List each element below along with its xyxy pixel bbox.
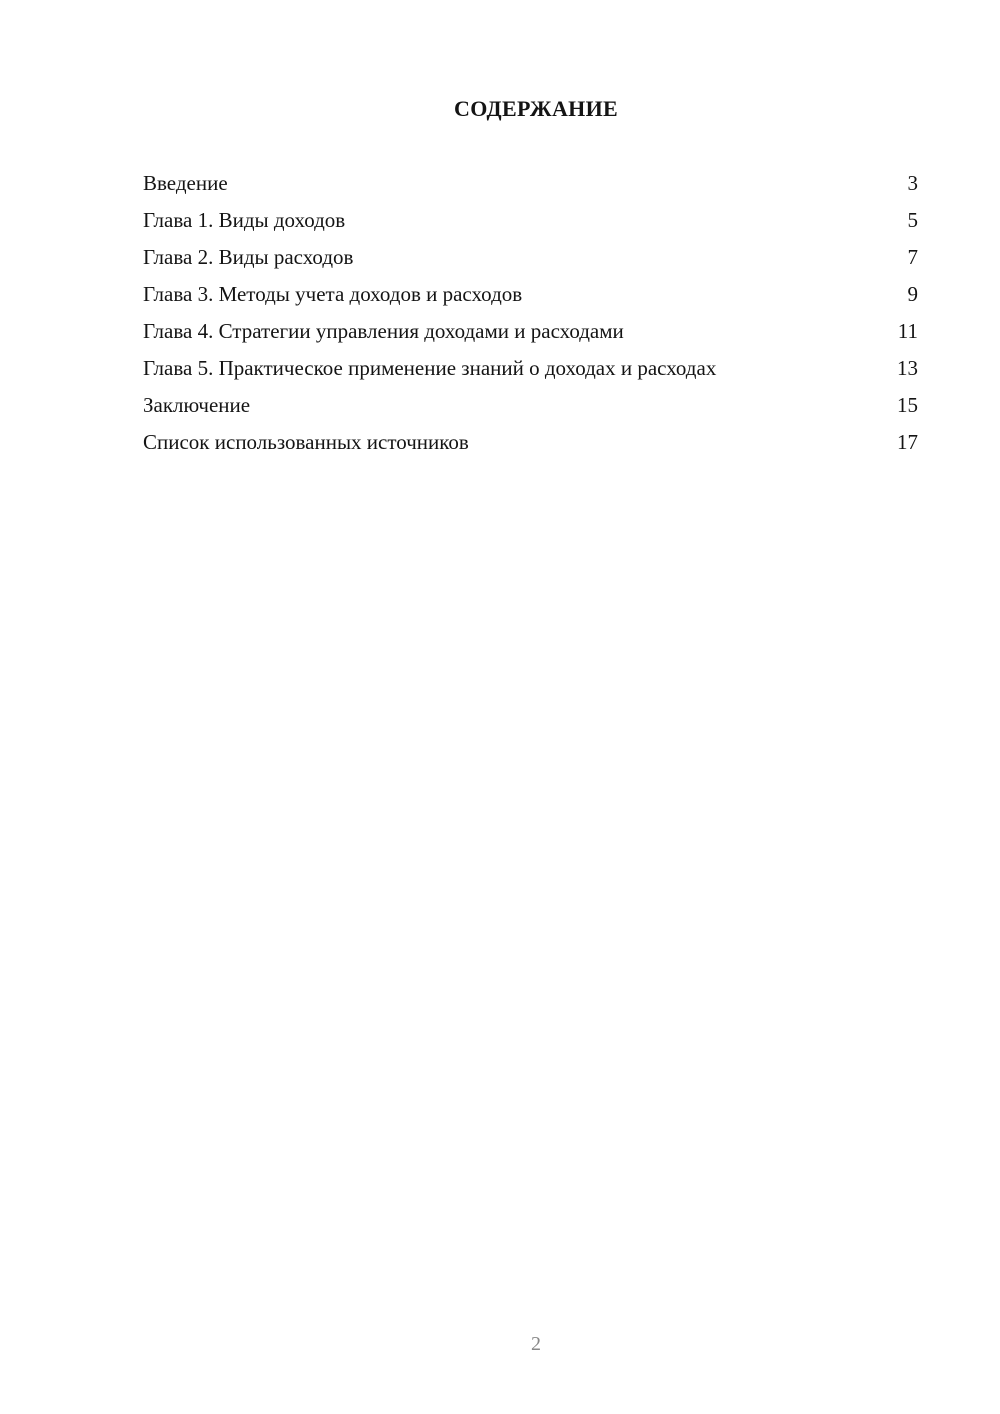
page-number: 2 — [531, 1333, 541, 1355]
toc-entry-page-number: 13 — [897, 356, 918, 380]
toc-entry-page-number: 3 — [907, 171, 918, 195]
toc-entry-label: Введение — [143, 171, 228, 195]
toc-entry-page-number: 9 — [907, 282, 918, 306]
toc-entry-page-number: 15 — [897, 393, 918, 417]
toc-entry-references — [143, 429, 918, 456]
toc-entry-page-number: 5 — [907, 208, 918, 232]
toc-entry-chapter-3 — [143, 281, 918, 308]
toc-entry-label: Глава 1. Виды доходов — [143, 208, 346, 232]
toc-entry-chapter-4 — [143, 318, 918, 345]
toc-entry-chapter-1 — [143, 207, 918, 234]
toc-entry-label: Заключение — [143, 393, 251, 417]
toc-entry-page-number: 11 — [897, 319, 918, 343]
toc-entry-introduction — [143, 170, 918, 197]
toc-entry-label: Глава 5. Практическое применение знаний о доходах и расходах — [143, 356, 717, 380]
page-title: СОДЕРЖАНИЕ — [454, 96, 618, 121]
table-of-contents — [143, 170, 918, 466]
toc-entry-chapter-5 — [143, 355, 918, 382]
toc-entry-label: Глава 3. Методы учета доходов и расходов — [143, 282, 523, 306]
toc-entry-label: Список использованных источников — [143, 430, 469, 454]
toc-entry-page-number: 17 — [897, 430, 918, 454]
toc-entry-label: Глава 4. Стратегии управления доходами и расходами — [143, 319, 624, 343]
toc-entry-page-number: 7 — [907, 245, 918, 269]
toc-entry-chapter-2 — [143, 244, 918, 271]
toc-entry-conclusion — [143, 392, 918, 419]
toc-entry-label: Глава 2. Виды расходов — [143, 245, 354, 269]
